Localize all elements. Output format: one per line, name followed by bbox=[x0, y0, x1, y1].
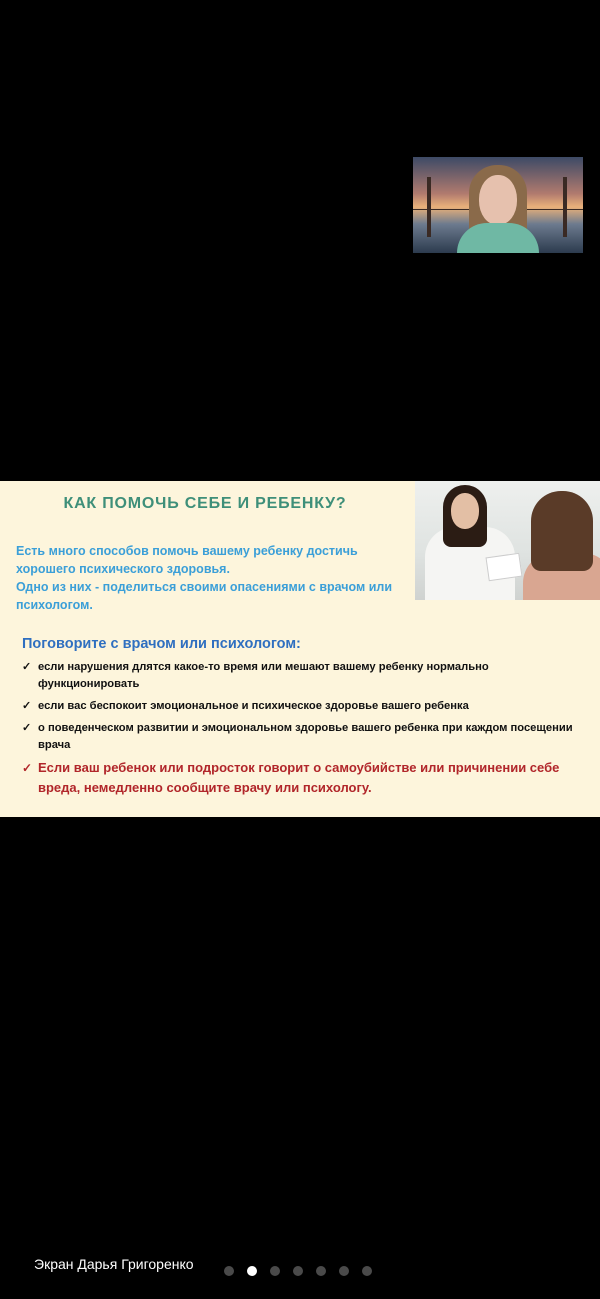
doctor-face bbox=[451, 493, 479, 529]
intro-line: Есть много способов помочь вашему ребенку достичь хорошего психического здоровья. bbox=[16, 544, 358, 576]
patient-hair bbox=[531, 491, 593, 571]
page-dot-1[interactable] bbox=[224, 1266, 234, 1276]
check-icon: ✓ bbox=[22, 722, 32, 734]
page-dot-6[interactable] bbox=[339, 1266, 349, 1276]
participant-face bbox=[479, 175, 517, 225]
screen-share-label: Экран Дарья Григоренко bbox=[34, 1256, 194, 1272]
list-item-text: если нарушения длятся какое-то время или мешают вашему ребенку нормально функционировать bbox=[38, 661, 489, 690]
slide-intro bbox=[16, 542, 396, 614]
bridge-tower bbox=[427, 177, 431, 237]
check-icon: ✓ bbox=[22, 761, 33, 775]
page-dot-5[interactable] bbox=[316, 1266, 326, 1276]
list-item bbox=[22, 659, 582, 693]
slide-photo bbox=[415, 481, 600, 600]
paper-card bbox=[485, 553, 522, 581]
warning-text: Если ваш ребенок или подросток говорит о самоубийстве или причинении себе вреда, немедленно сообщите врачу или психологу. bbox=[38, 760, 560, 795]
list-item bbox=[22, 698, 582, 715]
shared-slide bbox=[0, 481, 600, 817]
warning-item bbox=[22, 758, 582, 798]
check-icon: ✓ bbox=[22, 700, 32, 712]
page-dot-7[interactable] bbox=[362, 1266, 372, 1276]
list-item bbox=[22, 720, 582, 754]
list-item-text: о поведенческом развитии и эмоциональном здоровье вашего ребенка при каждом посещении врача bbox=[38, 722, 573, 751]
slide-title: КАК ПОМОЧЬ СЕБЕ И РЕБЕНКУ? bbox=[63, 495, 347, 512]
intro-line: Одно из них - поделиться своими опасениями с врачом или психологом. bbox=[16, 580, 393, 612]
advice-list bbox=[22, 659, 582, 803]
participant-video-thumbnail[interactable] bbox=[413, 157, 583, 253]
bridge-tower bbox=[563, 177, 567, 237]
page-dot-4[interactable] bbox=[293, 1266, 303, 1276]
advice-heading: Поговорите с врачом или психологом: bbox=[22, 636, 301, 652]
check-icon: ✓ bbox=[22, 661, 32, 673]
list-item-text: если вас беспокоит эмоциональное и психическое здоровье вашего ребенка bbox=[38, 700, 469, 712]
page-dot-2[interactable] bbox=[247, 1266, 257, 1276]
page-dot-3[interactable] bbox=[270, 1266, 280, 1276]
